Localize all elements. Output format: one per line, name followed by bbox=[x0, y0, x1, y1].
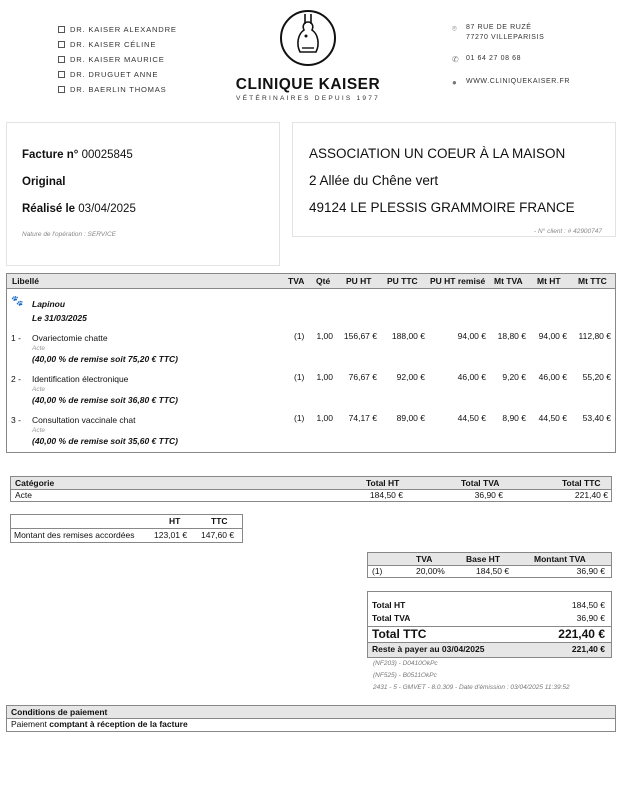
clinic-contact bbox=[452, 24, 570, 87]
clinic-name: CLINIQUE KAISER bbox=[235, 76, 381, 93]
visit-date: Le 31/03/2025 bbox=[32, 313, 87, 323]
invoice-original: Original bbox=[22, 176, 66, 188]
vat-table-header: TVA Base HT Montant TVA bbox=[367, 552, 612, 566]
client-name: ASSOCIATION UN COEUR À LA MAISON bbox=[309, 146, 566, 161]
doctor-list bbox=[58, 22, 177, 97]
animal-name: Lapinou bbox=[32, 299, 66, 309]
clinic-logo bbox=[233, 8, 383, 102]
location-pin-icon: ⌾ bbox=[452, 24, 458, 33]
clinic-tagline: VÉTÉRINAIRES DEPUIS 1977 bbox=[235, 95, 381, 102]
totals-box: Total HT 184,50 € Total TVA 36,90 € Total TTC 221,40 € Reste à payer au 03/04/2025 221,40 € bbox=[367, 591, 612, 658]
doctor-item: DR. KAISER CÉLINE bbox=[58, 37, 177, 52]
payment-conditions-header: Conditions de paiement bbox=[6, 705, 616, 719]
total-ttc-label: Total TTC bbox=[372, 627, 427, 641]
client-info bbox=[292, 122, 616, 237]
meta-line: (NF525) - B0511OkPc bbox=[373, 672, 437, 679]
meta-line: (NF203) - D0410OkPc bbox=[373, 660, 438, 667]
discounts-summary: HT TTC Montant des remises accordées 123,01 € 147,60 € bbox=[10, 514, 243, 543]
client-city: 49124 LE PLESSIS GRAMMOIRE FRANCE bbox=[309, 200, 575, 215]
invoice-number: Facture n° 00025845 bbox=[22, 149, 133, 161]
items-table: 🐾 Lapinou Le 31/03/2025 1 - Ovariectomie chatte Acte (40,00 % de remise soit 75,20 € TTC) (1) 1,00 156,67 € 188,00 € 94,00 € 18,80 € 94,00 € 112,80 € 2 - Identification électronique Acte (40,00 % de remise soit 36,80 € TTC) (1) 1,00 76,67 € 92,00 € 46,00 € 9,20 € 46,00 € 55,20 € 3 - Consultation vaccinale chat Acte (40,00 % de remise soit 35,60 € TTC) (1) 1,00 74,17 € 89,00 € 44,50 € 8,90 € 44,50 € 53,40 € bbox=[6, 288, 616, 453]
checkbox-icon bbox=[58, 56, 65, 63]
globe-icon: ● bbox=[452, 78, 458, 87]
doctor-item: DR. KAISER MAURICE bbox=[58, 52, 177, 67]
item-discount: (40,00 % de remise soit 36,80 € TTC) bbox=[32, 395, 178, 405]
doctor-item: DR. DRUGUET ANNE bbox=[58, 67, 177, 82]
vat-row: (1) 20,00% 184,50 € 36,90 € bbox=[367, 565, 612, 578]
item-label: Identification électronique bbox=[32, 374, 129, 384]
meta-line: 2431 - 5 - GMVET - 8.0.309 - Date d'émission : 03/04/2025 11:39:52 bbox=[373, 684, 570, 691]
client-street: 2 Allée du Chêne vert bbox=[309, 173, 439, 188]
website-row bbox=[452, 78, 570, 87]
paw-icon: 🐾 bbox=[11, 296, 24, 307]
item-discount: (40,00 % de remise soit 75,20 € TTC) bbox=[32, 354, 178, 364]
doctor-item: DR. BAERLIN THOMAS bbox=[58, 82, 177, 97]
checkbox-icon bbox=[58, 71, 65, 78]
phone-icon: ✆ bbox=[452, 55, 460, 64]
website-link[interactable]: WWW.CLINIQUEKAISER.FR bbox=[466, 78, 570, 85]
item-discount: (40,00 % de remise soit 35,60 € TTC) bbox=[32, 436, 178, 446]
operation-nature: Nature de l'opération : SERVICE bbox=[22, 231, 116, 238]
items-table-header: Libellé TVA Qté PU HT PU TTC PU HT remisé Mt TVA Mt HT Mt TTC bbox=[6, 273, 616, 289]
doctor-item: DR. KAISER ALEXANDRE bbox=[58, 22, 177, 37]
total-ttc-value: 221,40 € bbox=[558, 627, 605, 641]
clinic-emblem-icon bbox=[278, 8, 338, 68]
phone-row: ✆ 01 64 27 08 68 bbox=[452, 55, 522, 64]
category-row: Acte 184,50 € 36,90 € 221,40 € bbox=[10, 489, 612, 502]
category-table-header: Catégorie Total HT Total TVA Total TTC bbox=[10, 476, 612, 490]
invoice-date: Réalisé le 03/04/2025 bbox=[22, 203, 136, 215]
invoice-info bbox=[6, 122, 280, 266]
item-label: Ovariectomie chatte bbox=[32, 333, 108, 343]
balance-due-label: Reste à payer au 03/04/2025 bbox=[372, 644, 485, 654]
checkbox-icon bbox=[58, 86, 65, 93]
address-block: ⌾ 87 RUE DE RUZÉ 77270 VILLEPARISIS bbox=[452, 24, 545, 41]
client-number: - N° client : # 42900747 bbox=[534, 228, 603, 235]
balance-due-value: 221,40 € bbox=[571, 644, 605, 654]
item-label: Consultation vaccinale chat bbox=[32, 415, 136, 425]
checkbox-icon bbox=[58, 26, 65, 33]
checkbox-icon bbox=[58, 41, 65, 48]
payment-conditions: Paiement comptant à réception de la facture bbox=[6, 718, 616, 732]
